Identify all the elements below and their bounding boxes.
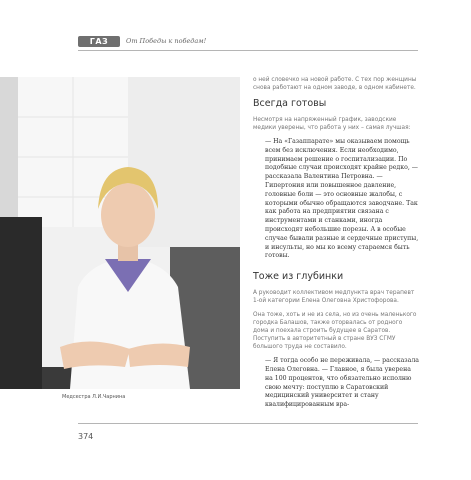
company-logo: ГАЗ [78,36,120,47]
footer-divider [78,423,418,424]
lead-paragraph: А руководит коллективом медпункта врач терапевт 1-ой категории Елена Олеговна Христофорова. [253,290,415,305]
section-heading: Всегда готовы [253,98,327,109]
photo-illustration [0,77,240,389]
body-paragraph: Она тоже, хоть и не из села, но из очень маленького городка Балашов, также оторвалась от родного дома и поехала строить будущее в Саратов. Поступить в авторитетный в стране ВУЗ СГМУ большого труда не составило. [253,312,417,351]
nurse-photo [0,77,240,389]
lead-paragraph: Несмотря на напряженный график, заводские медики уверены, что работа у них – самая лучшая: [253,117,411,131]
header-divider [78,50,418,51]
quote-paragraph: — Я тогда особо не переживала, — рассказала Елена Олеговна. — Главное, я была уверена на 100 процентов, что обязательно исполню свою мечту: поступлю в Саратовский медицинский университет и стану квалифицированным вра- [265,357,419,409]
intro-paragraph: о ней словечко на новой работе. С тех пор женщины снова работают на одном заводе, в одном кабинете. [253,77,417,91]
section-heading: Тоже из глубинки [253,271,344,283]
quote-paragraph: — На «Газаппарате» мы оказываем помощь всем без исключения. Если необходимо, принимаем решение о госпитализации. По подобные случаи происходят крайне редко, — рассказала Валентина Петровна. — Гипертония или повышенное давление, головные боли — это основные жалобы, с которыми обычно обращаются заводчане. Так как работа на предприятии связана с инструментами и станками, иногда происходят небольшие порезы. А в особые случае бывали разные и сердечные приступы, и инсульты, но мы ко всему стараемся быть готовы. [265,138,419,260]
header-slogan: От Победы к победам! [126,37,207,45]
page-header [78,36,418,48]
article-column [253,76,419,420]
photo-caption: Медсестра Л.И.Чарнина [62,394,126,400]
page-number: 374 [78,432,94,441]
